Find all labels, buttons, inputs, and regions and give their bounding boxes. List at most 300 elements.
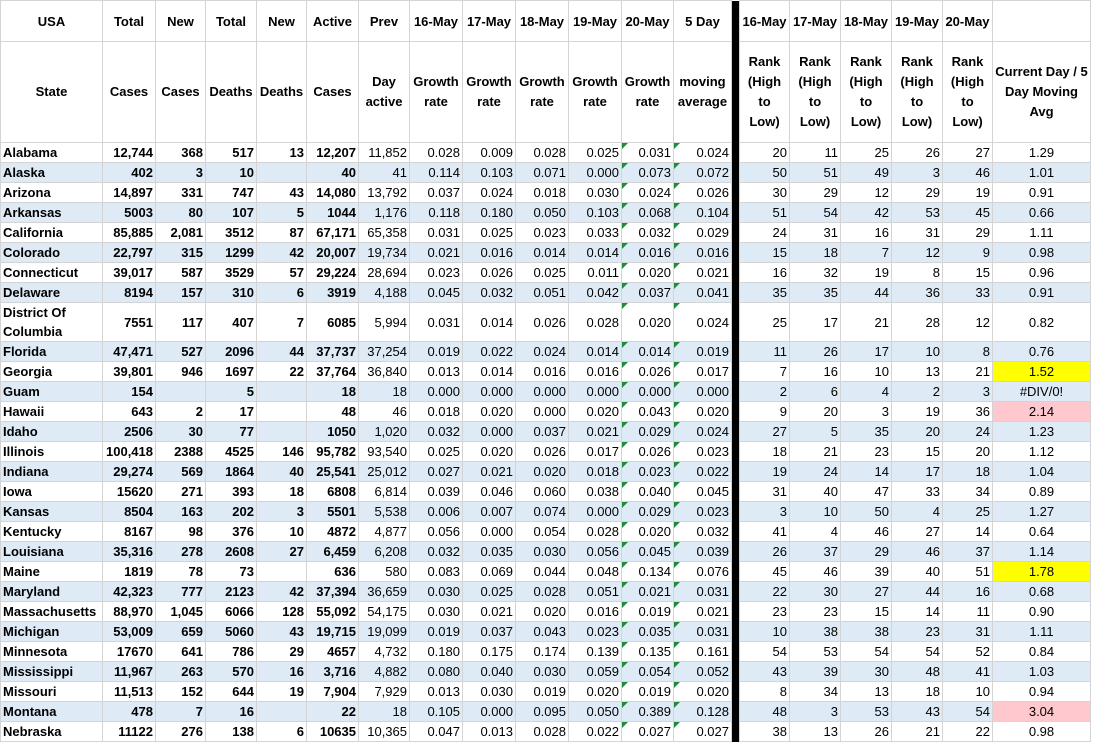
growth-rate-cell[interactable]: 0.114 [410,163,463,183]
rank-cell[interactable]: 8 [892,263,943,283]
total-cases-cell[interactable]: 2506 [103,422,156,442]
total-deaths-cell[interactable]: 16 [206,702,257,722]
total-cases-cell[interactable]: 14,897 [103,183,156,203]
total-cases-cell[interactable]: 7551 [103,303,156,342]
moving-average-cell[interactable]: 0.019 [674,342,732,362]
column-separator[interactable] [732,542,740,562]
rank-cell[interactable]: 26 [740,542,790,562]
rank-cell[interactable]: 22 [740,582,790,602]
growth-rate-cell[interactable]: 0.006 [410,502,463,522]
growth-rate-cell[interactable]: 0.020 [569,682,622,702]
rank-cell[interactable]: 54 [740,642,790,662]
total-deaths-cell[interactable]: 10 [206,163,257,183]
growth-rate-cell[interactable]: 0.000 [569,163,622,183]
rank-cell[interactable]: 44 [841,283,892,303]
column-separator[interactable] [732,722,740,742]
growth-rate-cell[interactable]: 0.037 [410,183,463,203]
growth-rate-cell[interactable]: 0.016 [516,362,569,382]
column-separator[interactable] [732,303,740,342]
new-cases-cell[interactable]: 1,045 [156,602,206,622]
prev-day-active-cell[interactable]: 10,365 [359,722,410,742]
new-deaths-cell[interactable] [257,562,307,582]
growth-rate-cell[interactable]: 0.056 [569,542,622,562]
active-cases-cell[interactable]: 19,715 [307,622,359,642]
new-cases-cell[interactable]: 7 [156,702,206,722]
new-cases-cell[interactable]: 157 [156,283,206,303]
column-separator[interactable] [732,702,740,722]
rank-cell[interactable]: 7 [740,362,790,382]
moving-average-cell[interactable]: 0.020 [674,402,732,422]
rank-cell[interactable]: 4 [841,382,892,402]
growth-rate-cell[interactable]: 0.016 [569,602,622,622]
growth-rate-cell[interactable]: 0.030 [516,662,569,682]
total-cases-cell[interactable]: 22,797 [103,243,156,263]
active-cases-cell[interactable]: 37,737 [307,342,359,362]
state-name-cell[interactable]: Michigan [1,622,103,642]
new-cases-cell[interactable]: 315 [156,243,206,263]
total-deaths-cell[interactable]: 1299 [206,243,257,263]
rank-cell[interactable]: 14 [841,462,892,482]
header-cell[interactable]: 5 Day [674,1,732,42]
state-name-cell[interactable]: Indiana [1,462,103,482]
growth-rate-cell[interactable]: 0.000 [463,422,516,442]
rank-cell[interactable]: 3 [892,163,943,183]
growth-rate-cell[interactable]: 0.026 [622,362,674,382]
header-cell[interactable]: moving average [674,42,732,143]
rank-cell[interactable]: 40 [790,482,841,502]
active-cases-cell[interactable]: 55,092 [307,602,359,622]
total-deaths-cell[interactable]: 2608 [206,542,257,562]
moving-average-cell[interactable]: 0.072 [674,163,732,183]
active-cases-cell[interactable]: 7,904 [307,682,359,702]
moving-average-cell[interactable]: 0.104 [674,203,732,223]
rank-cell[interactable]: 39 [790,662,841,682]
rank-cell[interactable]: 19 [943,183,993,203]
rank-cell[interactable]: 46 [943,163,993,183]
new-deaths-cell[interactable] [257,422,307,442]
growth-rate-cell[interactable]: 0.019 [516,682,569,702]
prev-day-active-cell[interactable]: 36,840 [359,362,410,382]
moving-average-cell[interactable]: 0.045 [674,482,732,502]
prev-day-active-cell[interactable]: 19,734 [359,243,410,263]
rank-cell[interactable]: 16 [790,362,841,382]
rank-cell[interactable]: 51 [740,203,790,223]
rank-cell[interactable]: 31 [790,223,841,243]
total-cases-cell[interactable]: 8167 [103,522,156,542]
growth-rate-cell[interactable]: 0.025 [410,442,463,462]
new-deaths-cell[interactable] [257,382,307,402]
column-separator[interactable] [732,562,740,582]
total-deaths-cell[interactable]: 73 [206,562,257,582]
new-deaths-cell[interactable]: 87 [257,223,307,243]
growth-rate-cell[interactable]: 0.174 [516,642,569,662]
active-cases-cell[interactable]: 29,224 [307,263,359,283]
rank-cell[interactable]: 21 [943,362,993,382]
ratio-cell[interactable]: 0.98 [993,722,1091,742]
new-cases-cell[interactable]: 2388 [156,442,206,462]
growth-rate-cell[interactable]: 0.021 [463,462,516,482]
growth-rate-cell[interactable]: 0.050 [516,203,569,223]
rank-cell[interactable]: 30 [740,183,790,203]
growth-rate-cell[interactable]: 0.043 [622,402,674,422]
growth-rate-cell[interactable]: 0.060 [516,482,569,502]
growth-rate-cell[interactable]: 0.028 [569,303,622,342]
prev-day-active-cell[interactable]: 11,852 [359,143,410,163]
rank-cell[interactable]: 35 [790,283,841,303]
rank-cell[interactable]: 23 [740,602,790,622]
rank-cell[interactable]: 30 [790,582,841,602]
total-cases-cell[interactable]: 154 [103,382,156,402]
growth-rate-cell[interactable]: 0.000 [569,382,622,402]
state-name-cell[interactable]: Maine [1,562,103,582]
rank-cell[interactable]: 30 [841,662,892,682]
rank-cell[interactable]: 26 [892,143,943,163]
growth-rate-cell[interactable]: 0.068 [622,203,674,223]
growth-rate-cell[interactable]: 0.026 [516,442,569,462]
rank-cell[interactable]: 23 [892,622,943,642]
rank-cell[interactable]: 51 [943,562,993,582]
active-cases-cell[interactable]: 6808 [307,482,359,502]
rank-cell[interactable]: 48 [892,662,943,682]
growth-rate-cell[interactable]: 0.021 [463,602,516,622]
rank-cell[interactable]: 36 [892,283,943,303]
growth-rate-cell[interactable]: 0.032 [410,422,463,442]
growth-rate-cell[interactable]: 0.039 [410,482,463,502]
new-deaths-cell[interactable]: 6 [257,722,307,742]
rank-cell[interactable]: 50 [740,163,790,183]
new-cases-cell[interactable]: 527 [156,342,206,362]
header-cell[interactable]: 19-May [569,1,622,42]
total-cases-cell[interactable]: 100,418 [103,442,156,462]
growth-rate-cell[interactable]: 0.024 [463,183,516,203]
growth-rate-cell[interactable]: 0.011 [569,263,622,283]
active-cases-cell[interactable]: 22 [307,702,359,722]
growth-rate-cell[interactable]: 0.019 [410,342,463,362]
growth-rate-cell[interactable]: 0.180 [463,203,516,223]
rank-cell[interactable]: 15 [943,263,993,283]
new-deaths-cell[interactable]: 128 [257,602,307,622]
column-separator[interactable] [732,482,740,502]
rank-cell[interactable]: 25 [841,143,892,163]
rank-cell[interactable]: 12 [943,303,993,342]
rank-cell[interactable]: 4 [790,522,841,542]
growth-rate-cell[interactable]: 0.050 [569,702,622,722]
rank-cell[interactable]: 16 [841,223,892,243]
growth-rate-cell[interactable]: 0.022 [569,722,622,742]
total-cases-cell[interactable]: 5003 [103,203,156,223]
state-name-cell[interactable]: Arizona [1,183,103,203]
header-cell[interactable]: Deaths [206,42,257,143]
rank-cell[interactable]: 18 [892,682,943,702]
growth-rate-cell[interactable]: 0.045 [622,542,674,562]
rank-cell[interactable]: 11 [740,342,790,362]
moving-average-cell[interactable]: 0.052 [674,662,732,682]
rank-cell[interactable]: 20 [943,442,993,462]
total-cases-cell[interactable]: 11,513 [103,682,156,702]
growth-rate-cell[interactable]: 0.030 [569,183,622,203]
new-cases-cell[interactable] [156,382,206,402]
moving-average-cell[interactable]: 0.023 [674,442,732,462]
new-cases-cell[interactable]: 587 [156,263,206,283]
header-cell[interactable]: Cases [156,42,206,143]
rank-cell[interactable]: 47 [841,482,892,502]
growth-rate-cell[interactable]: 0.389 [622,702,674,722]
rank-cell[interactable]: 10 [740,622,790,642]
growth-rate-cell[interactable]: 0.020 [463,402,516,422]
new-deaths-cell[interactable]: 146 [257,442,307,462]
rank-cell[interactable]: 3 [740,502,790,522]
growth-rate-cell[interactable]: 0.033 [569,223,622,243]
growth-rate-cell[interactable]: 0.025 [516,263,569,283]
rank-cell[interactable]: 12 [892,243,943,263]
header-cell[interactable]: USA [1,1,103,42]
rank-cell[interactable]: 42 [841,203,892,223]
header-cell[interactable]: Rank (High to Low) [943,42,993,143]
ratio-cell[interactable]: 2.14 [993,402,1091,422]
total-cases-cell[interactable]: 12,744 [103,143,156,163]
growth-rate-cell[interactable]: 0.035 [622,622,674,642]
rank-cell[interactable]: 8 [943,342,993,362]
state-name-cell[interactable]: Colorado [1,243,103,263]
rank-cell[interactable]: 33 [892,482,943,502]
new-deaths-cell[interactable] [257,702,307,722]
header-cell[interactable]: Prev [359,1,410,42]
rank-cell[interactable]: 20 [790,402,841,422]
header-cell[interactable]: 20-May [622,1,674,42]
total-cases-cell[interactable]: 47,471 [103,342,156,362]
prev-day-active-cell[interactable]: 65,358 [359,223,410,243]
growth-rate-cell[interactable]: 0.016 [622,243,674,263]
rank-cell[interactable]: 50 [841,502,892,522]
new-deaths-cell[interactable]: 16 [257,662,307,682]
ratio-cell[interactable]: 0.96 [993,263,1091,283]
rank-cell[interactable]: 29 [943,223,993,243]
growth-rate-cell[interactable]: 0.029 [622,502,674,522]
prev-day-active-cell[interactable]: 25,012 [359,462,410,482]
rank-cell[interactable]: 17 [790,303,841,342]
total-deaths-cell[interactable]: 747 [206,183,257,203]
growth-rate-cell[interactable]: 0.045 [410,283,463,303]
growth-rate-cell[interactable]: 0.025 [569,143,622,163]
growth-rate-cell[interactable]: 0.047 [410,722,463,742]
state-name-cell[interactable]: Nebraska [1,722,103,742]
moving-average-cell[interactable]: 0.029 [674,223,732,243]
header-cell[interactable]: 17-May [463,1,516,42]
rank-cell[interactable]: 23 [790,602,841,622]
moving-average-cell[interactable]: 0.161 [674,642,732,662]
rank-cell[interactable]: 3 [943,382,993,402]
growth-rate-cell[interactable]: 0.014 [516,243,569,263]
new-cases-cell[interactable]: 278 [156,542,206,562]
rank-cell[interactable]: 19 [740,462,790,482]
prev-day-active-cell[interactable]: 36,659 [359,582,410,602]
state-name-cell[interactable]: Idaho [1,422,103,442]
moving-average-cell[interactable]: 0.020 [674,682,732,702]
rank-cell[interactable]: 37 [790,542,841,562]
rank-cell[interactable]: 14 [892,602,943,622]
growth-rate-cell[interactable]: 0.031 [410,303,463,342]
growth-rate-cell[interactable]: 0.009 [463,143,516,163]
growth-rate-cell[interactable]: 0.180 [410,642,463,662]
growth-rate-cell[interactable]: 0.014 [569,243,622,263]
prev-day-active-cell[interactable]: 5,538 [359,502,410,522]
growth-rate-cell[interactable]: 0.032 [410,542,463,562]
rank-cell[interactable]: 20 [892,422,943,442]
state-name-cell[interactable]: Kansas [1,502,103,522]
total-deaths-cell[interactable]: 5060 [206,622,257,642]
prev-day-active-cell[interactable]: 19,099 [359,622,410,642]
moving-average-cell[interactable]: 0.022 [674,462,732,482]
growth-rate-cell[interactable]: 0.014 [622,342,674,362]
rank-cell[interactable]: 35 [740,283,790,303]
growth-rate-cell[interactable]: 0.175 [463,642,516,662]
growth-rate-cell[interactable]: 0.019 [622,602,674,622]
growth-rate-cell[interactable]: 0.007 [463,502,516,522]
new-deaths-cell[interactable] [257,163,307,183]
total-deaths-cell[interactable]: 393 [206,482,257,502]
growth-rate-cell[interactable]: 0.030 [463,682,516,702]
rank-cell[interactable]: 17 [892,462,943,482]
column-separator[interactable] [732,283,740,303]
header-cell[interactable]: 19-May [892,1,943,42]
total-deaths-cell[interactable]: 310 [206,283,257,303]
state-name-cell[interactable]: Georgia [1,362,103,382]
total-deaths-cell[interactable]: 376 [206,522,257,542]
header-cell[interactable] [993,1,1091,42]
growth-rate-cell[interactable]: 0.000 [410,382,463,402]
rank-cell[interactable]: 48 [740,702,790,722]
ratio-cell[interactable]: 1.04 [993,462,1091,482]
rank-cell[interactable]: 29 [790,183,841,203]
header-cell[interactable]: Growth rate [622,42,674,143]
new-deaths-cell[interactable]: 3 [257,502,307,522]
rank-cell[interactable]: 43 [740,662,790,682]
state-name-cell[interactable]: California [1,223,103,243]
header-cell[interactable]: Day active [359,42,410,143]
growth-rate-cell[interactable]: 0.020 [516,602,569,622]
total-deaths-cell[interactable]: 138 [206,722,257,742]
active-cases-cell[interactable]: 67,171 [307,223,359,243]
rank-cell[interactable]: 11 [943,602,993,622]
rank-cell[interactable]: 38 [841,622,892,642]
header-cell[interactable]: Current Day / 5 Day Moving Avg [993,42,1091,143]
total-cases-cell[interactable]: 29,274 [103,462,156,482]
column-separator[interactable] [732,622,740,642]
growth-rate-cell[interactable]: 0.022 [463,342,516,362]
rank-cell[interactable]: 21 [841,303,892,342]
total-deaths-cell[interactable]: 2096 [206,342,257,362]
growth-rate-cell[interactable]: 0.028 [516,582,569,602]
state-name-cell[interactable]: District Of Columbia [1,303,103,342]
new-cases-cell[interactable]: 263 [156,662,206,682]
growth-rate-cell[interactable]: 0.071 [516,163,569,183]
column-separator[interactable] [732,422,740,442]
state-name-cell[interactable]: Massachusetts [1,602,103,622]
column-separator[interactable] [732,183,740,203]
growth-rate-cell[interactable]: 0.043 [516,622,569,642]
total-cases-cell[interactable]: 17670 [103,642,156,662]
header-cell[interactable]: 16-May [740,1,790,42]
rank-cell[interactable]: 24 [943,422,993,442]
column-separator[interactable] [732,163,740,183]
new-cases-cell[interactable]: 777 [156,582,206,602]
state-name-cell[interactable]: Guam [1,382,103,402]
growth-rate-cell[interactable]: 0.027 [410,462,463,482]
growth-rate-cell[interactable]: 0.028 [516,143,569,163]
growth-rate-cell[interactable]: 0.024 [516,342,569,362]
new-deaths-cell[interactable]: 42 [257,582,307,602]
ratio-cell[interactable]: 1.11 [993,223,1091,243]
growth-rate-cell[interactable]: 0.028 [569,522,622,542]
column-separator[interactable] [732,243,740,263]
growth-rate-cell[interactable]: 0.048 [569,562,622,582]
prev-day-active-cell[interactable]: 4,882 [359,662,410,682]
growth-rate-cell[interactable]: 0.018 [569,462,622,482]
header-cell[interactable]: 17-May [790,1,841,42]
new-cases-cell[interactable]: 569 [156,462,206,482]
column-separator[interactable] [732,522,740,542]
total-cases-cell[interactable]: 15620 [103,482,156,502]
header-cell[interactable]: New [257,1,307,42]
new-cases-cell[interactable]: 80 [156,203,206,223]
total-deaths-cell[interactable]: 107 [206,203,257,223]
state-name-cell[interactable]: Mississippi [1,662,103,682]
ratio-cell[interactable]: 0.76 [993,342,1091,362]
rank-cell[interactable]: 9 [943,243,993,263]
rank-cell[interactable]: 53 [790,642,841,662]
new-cases-cell[interactable]: 78 [156,562,206,582]
header-cell[interactable]: Active [307,1,359,42]
growth-rate-cell[interactable]: 0.000 [516,402,569,422]
new-deaths-cell[interactable] [257,402,307,422]
growth-rate-cell[interactable]: 0.040 [622,482,674,502]
total-cases-cell[interactable]: 11122 [103,722,156,742]
rank-cell[interactable]: 18 [790,243,841,263]
moving-average-cell[interactable]: 0.016 [674,243,732,263]
rank-cell[interactable]: 10 [841,362,892,382]
rank-cell[interactable]: 36 [943,402,993,422]
new-cases-cell[interactable]: 152 [156,682,206,702]
ratio-cell[interactable]: 3.04 [993,702,1091,722]
column-separator[interactable] [732,1,740,42]
rank-cell[interactable]: 25 [740,303,790,342]
moving-average-cell[interactable]: 0.027 [674,722,732,742]
rank-cell[interactable]: 24 [740,223,790,243]
moving-average-cell[interactable]: 0.039 [674,542,732,562]
growth-rate-cell[interactable]: 0.000 [622,382,674,402]
new-cases-cell[interactable]: 659 [156,622,206,642]
rank-cell[interactable]: 52 [943,642,993,662]
new-deaths-cell[interactable]: 7 [257,303,307,342]
new-deaths-cell[interactable]: 57 [257,263,307,283]
header-cell[interactable]: 16-May [410,1,463,42]
growth-rate-cell[interactable]: 0.118 [410,203,463,223]
new-cases-cell[interactable]: 331 [156,183,206,203]
moving-average-cell[interactable]: 0.024 [674,422,732,442]
ratio-cell[interactable]: 1.03 [993,662,1091,682]
rank-cell[interactable]: 5 [790,422,841,442]
active-cases-cell[interactable]: 3,716 [307,662,359,682]
prev-day-active-cell[interactable]: 18 [359,702,410,722]
rank-cell[interactable]: 9 [740,402,790,422]
prev-day-active-cell[interactable]: 41 [359,163,410,183]
active-cases-cell[interactable]: 25,541 [307,462,359,482]
state-name-cell[interactable]: Kentucky [1,522,103,542]
growth-rate-cell[interactable]: 0.031 [622,143,674,163]
new-cases-cell[interactable]: 117 [156,303,206,342]
growth-rate-cell[interactable]: 0.017 [569,442,622,462]
ratio-cell[interactable]: 0.98 [993,243,1091,263]
